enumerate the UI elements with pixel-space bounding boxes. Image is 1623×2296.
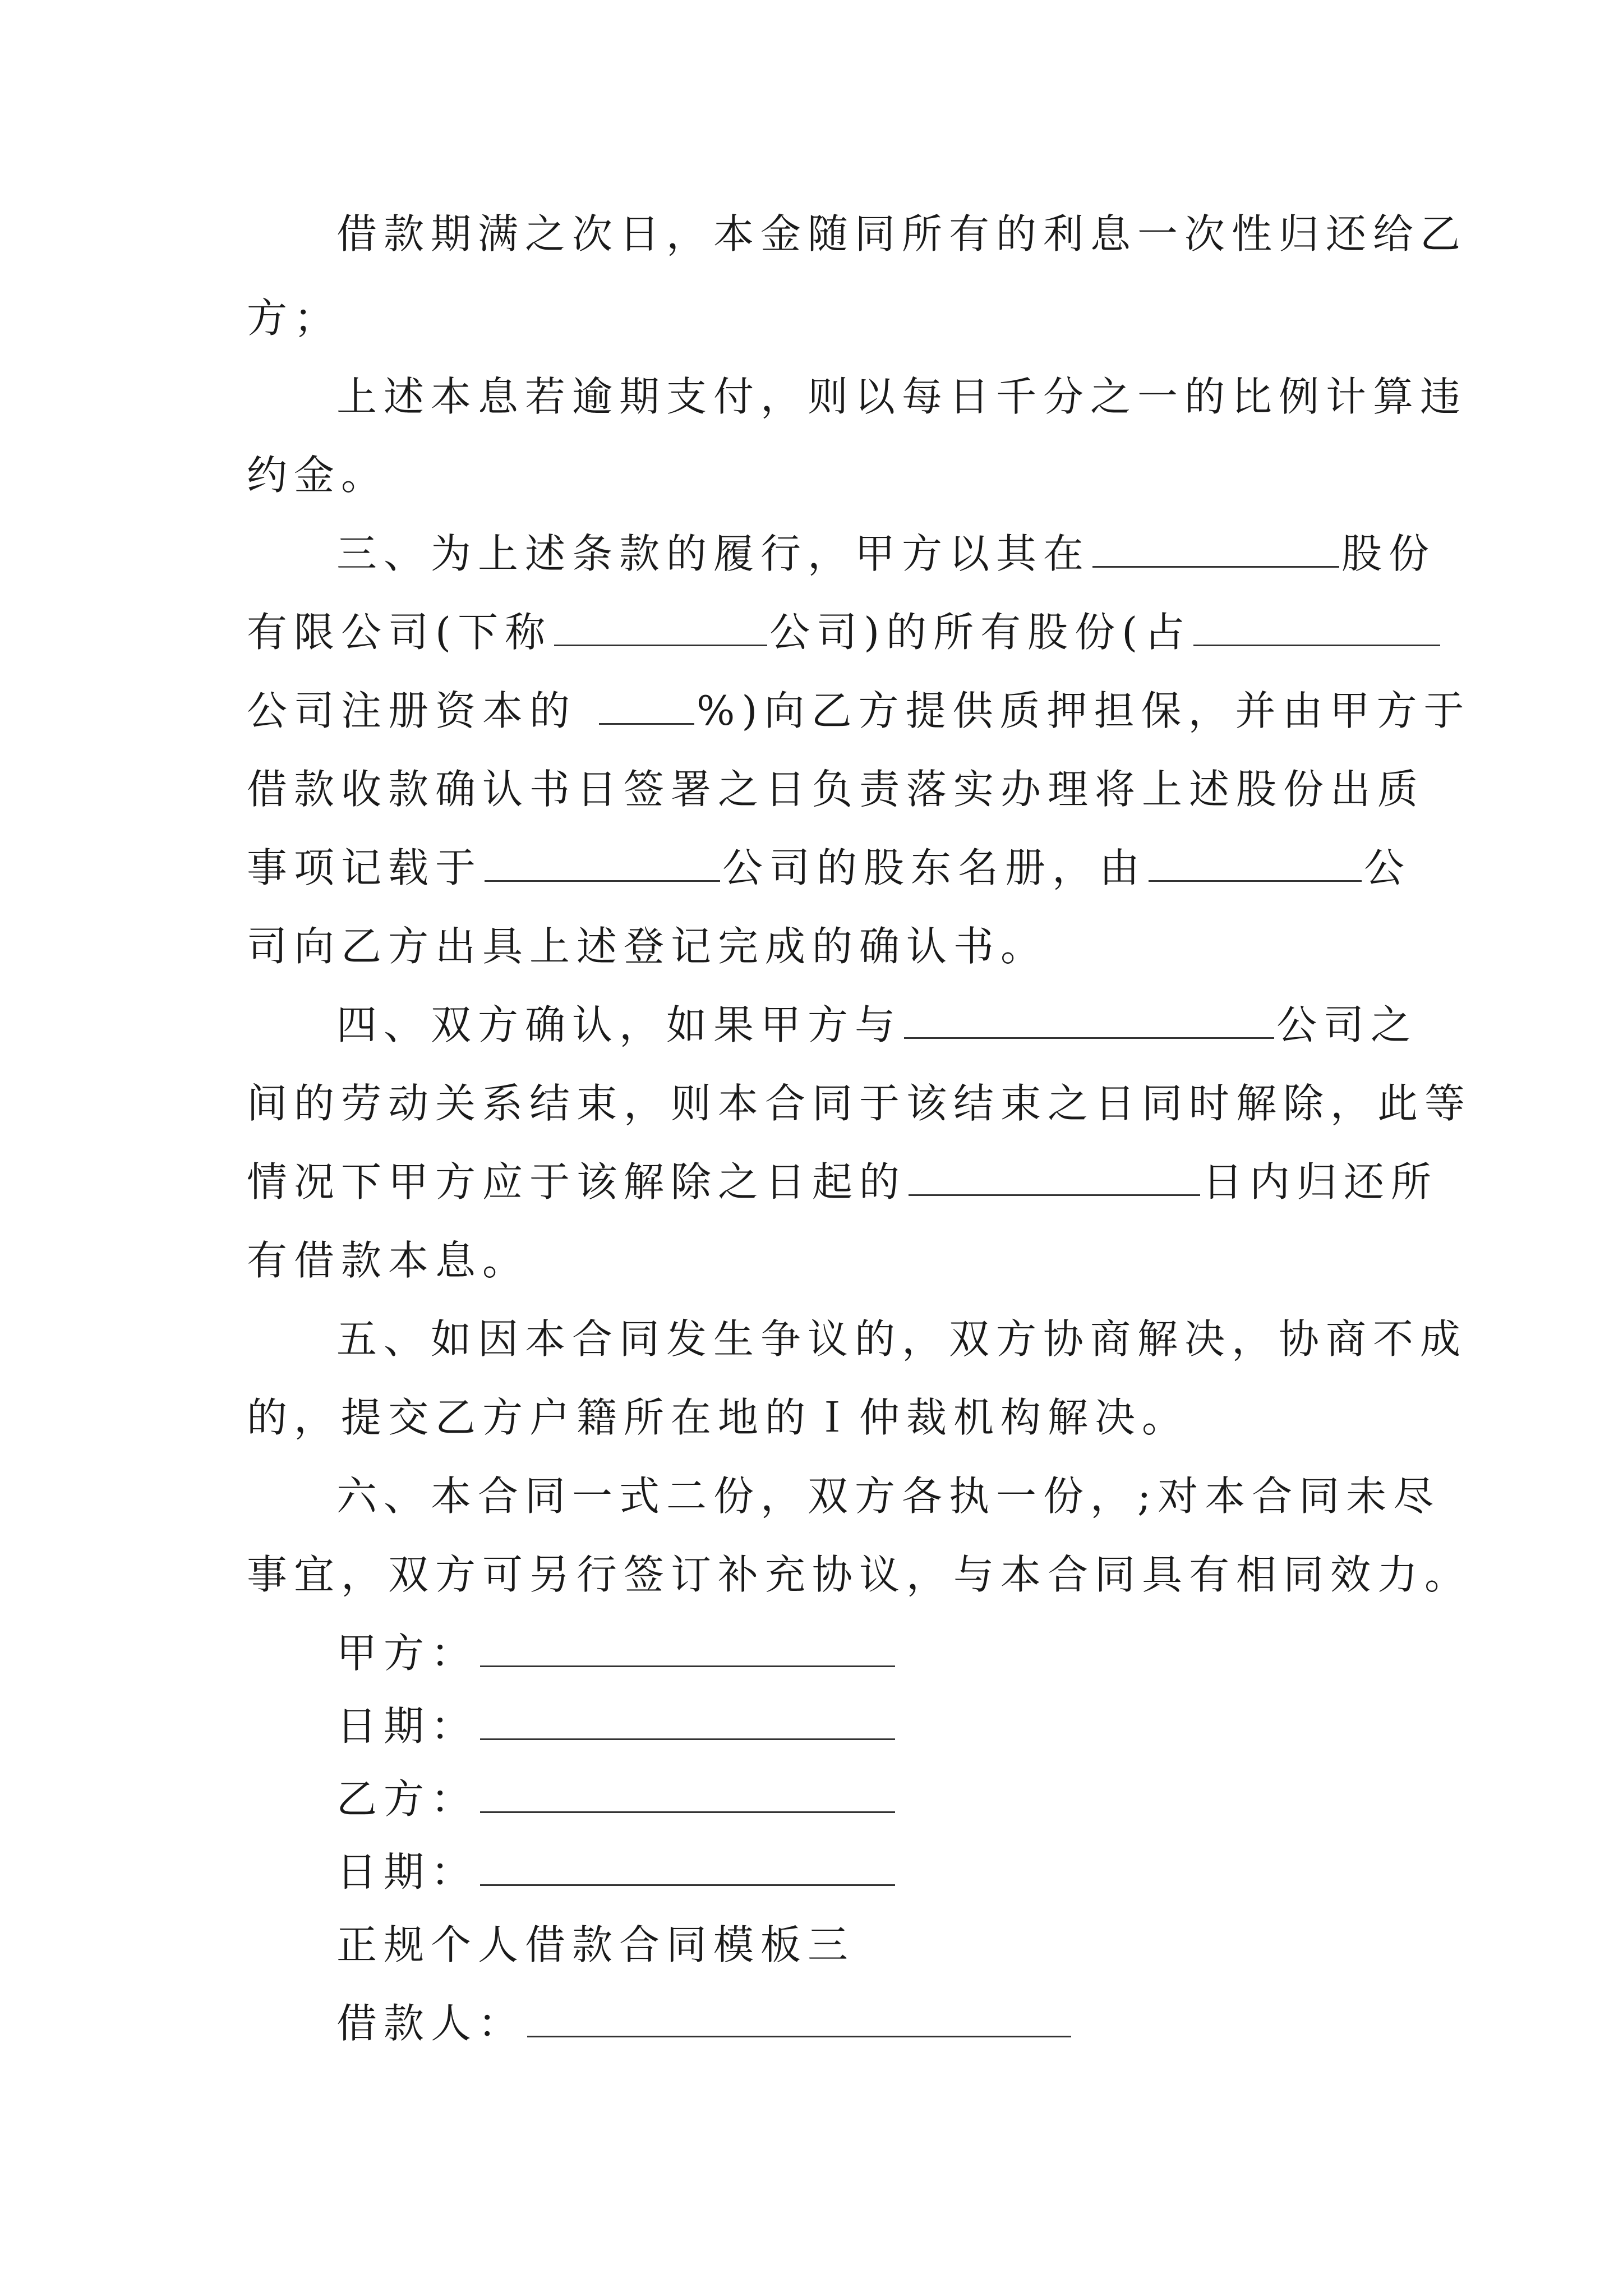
para3-line1-text-b: 股份 bbox=[1341, 530, 1436, 577]
para4-line3-text-a: 情况下甲方应于该解除之日起的 bbox=[247, 1158, 907, 1205]
party-b-label: 乙方： bbox=[336, 1775, 478, 1823]
para3-line1-text-a: 三、为上述条款的履行，甲方以其在 bbox=[336, 530, 1091, 577]
para4-line2: 间的劳动关系结束，则本合同于该结束之日同时解除，此等 bbox=[247, 1080, 1472, 1127]
short-name-blank bbox=[554, 610, 767, 646]
share-company-blank bbox=[1092, 531, 1339, 568]
date-a-label: 日期： bbox=[336, 1703, 478, 1750]
para4-line3 bbox=[247, 1157, 1438, 1207]
date-b-blank bbox=[480, 1849, 895, 1886]
para1-line1: 借款期满之次日，本金随同所有的利息一次性归还给乙 bbox=[336, 210, 1468, 257]
para3-line5 bbox=[247, 843, 1411, 893]
borrower-blank bbox=[527, 2001, 1071, 2037]
para1-line2: 方； bbox=[247, 295, 342, 342]
borrower-label: 借款人： bbox=[336, 2000, 525, 2047]
para4-line4: 有借款本息。 bbox=[247, 1237, 530, 1284]
party-b-blank bbox=[480, 1777, 895, 1813]
para3-line3-text-b: %)向乙方提供质押担保，并由甲方于 bbox=[697, 687, 1471, 734]
para4-line1-text-b: 公司之 bbox=[1276, 1001, 1418, 1048]
para5-line2: 的，提交乙方户籍所在地的Ｉ仲裁机构解决。 bbox=[247, 1394, 1189, 1441]
para3-line5-text-a: 事项记载于 bbox=[247, 844, 483, 891]
para3-line3 bbox=[247, 685, 1471, 736]
para2-line1: 上述本息若逾期支付，则以每日千分之一的比例计算违 bbox=[336, 373, 1468, 420]
date-b-row bbox=[336, 1847, 897, 1897]
date-b-label: 日期： bbox=[336, 1848, 478, 1895]
register-company-blank bbox=[485, 845, 720, 882]
employer-company-blank bbox=[904, 1002, 1274, 1039]
borrower-row bbox=[336, 1998, 1073, 2049]
para3-line5-text-b: 公司的股东名册，由 bbox=[722, 844, 1147, 891]
date-a-blank bbox=[480, 1704, 895, 1740]
template-title: 正规个人借款合同模板三 bbox=[336, 1921, 855, 1968]
para3-line6: 司向乙方出具上述登记完成的确认书。 bbox=[247, 923, 1048, 970]
percent-blank bbox=[599, 688, 694, 725]
para4-line3-text-b: 日内归还所 bbox=[1202, 1158, 1438, 1205]
para6-line1: 六、本合同一式二份，双方各执一份，;对本合同未尽 bbox=[336, 1473, 1441, 1520]
para6-line2: 事宜，双方可另行签订补充协议，与本合同具有相同效力。 bbox=[247, 1551, 1472, 1598]
para3-line2 bbox=[247, 607, 1442, 657]
para5-line1: 五、如因本合同发生争议的，双方协商解决，协商不成 bbox=[336, 1315, 1468, 1363]
repay-days-blank bbox=[909, 1159, 1200, 1196]
para3-line2-text-a: 有限公司(下称 bbox=[247, 609, 552, 656]
para3-line5-text-c: 公 bbox=[1364, 844, 1412, 891]
para3-line3-text-a: 公司注册资本的 bbox=[247, 687, 577, 734]
para4-line1-text-a: 四、双方确认，如果甲方与 bbox=[336, 1001, 902, 1048]
party-a-blank bbox=[480, 1631, 895, 1667]
para4-line1 bbox=[336, 1000, 1418, 1050]
para3-line4: 借款收款确认书日签署之日负责落实办理将上述股份出质 bbox=[247, 766, 1425, 813]
party-a-row bbox=[336, 1628, 897, 1678]
para2-line2: 约金。 bbox=[247, 452, 389, 499]
date-a-row bbox=[336, 1701, 897, 1751]
para3-line2-text-b: 公司)的所有股份(占 bbox=[769, 609, 1192, 656]
share-count-blank bbox=[1193, 610, 1440, 646]
para3-line1 bbox=[336, 528, 1436, 579]
issuer-company-blank bbox=[1149, 845, 1362, 882]
party-a-label: 甲方： bbox=[336, 1630, 478, 1677]
party-b-row bbox=[336, 1774, 897, 1824]
